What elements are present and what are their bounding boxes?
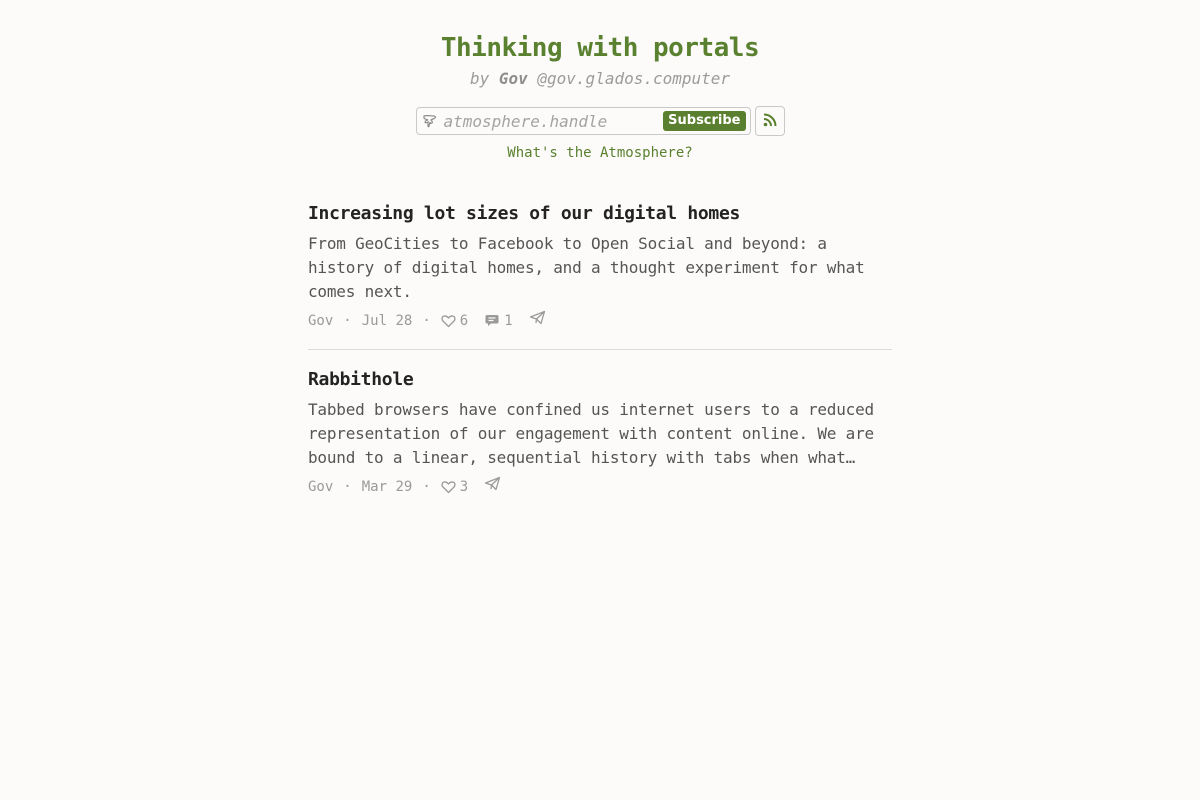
- post-author[interactable]: Gov: [308, 478, 334, 495]
- post-author[interactable]: Gov: [308, 312, 334, 329]
- post-date: Jul 28: [361, 312, 413, 329]
- publication-header: [308, 30, 892, 162]
- publication-title[interactable]: Thinking with portals: [440, 33, 760, 63]
- post-description: Tabbed browsers have confined us internet users to a reduced representation of our engagement with content online. We are bound to a linear, sequential history with tabs when what: [308, 400, 874, 467]
- byline-author-handle[interactable]: @gov.glados.computer: [537, 69, 731, 88]
- byline: [308, 68, 892, 90]
- like-count: 6: [459, 312, 469, 329]
- send-icon: [529, 310, 546, 331]
- send-icon: [484, 476, 501, 497]
- byline-author-name[interactable]: Gov: [498, 69, 528, 88]
- post-meta: [308, 476, 892, 497]
- post-item[interactable]: [308, 366, 892, 515]
- like-count: 3: [459, 478, 469, 495]
- post-meta: [308, 310, 892, 331]
- like-button[interactable]: [441, 477, 468, 497]
- subscribe-form: [416, 107, 751, 135]
- byline-prefix: by: [469, 69, 490, 88]
- post-title[interactable]: Rabbithole: [308, 369, 414, 390]
- meta-separator: ·: [422, 312, 431, 329]
- share-button[interactable]: [484, 476, 501, 497]
- meta-separator: ·: [343, 312, 352, 329]
- post-description: From GeoCities to Facebook to Open Social and beyond: a history of digital homes, and a thought experiment for what comes next.: [308, 234, 865, 301]
- share-button[interactable]: [529, 310, 546, 331]
- heart-icon: [441, 480, 456, 494]
- post-item[interactable]: [308, 200, 892, 350]
- rss-icon: [763, 113, 777, 130]
- like-button[interactable]: [441, 311, 468, 331]
- atmosphere-handle-input[interactable]: [444, 112, 664, 131]
- meta-separator: ·: [343, 478, 352, 495]
- meta-separator: ·: [422, 478, 431, 495]
- post-date: Mar 29: [361, 478, 413, 495]
- subscribe-button[interactable]: Subscribe: [663, 111, 745, 131]
- publication-page: [308, 0, 892, 515]
- comment-button[interactable]: [484, 311, 512, 331]
- heart-icon: [441, 314, 456, 328]
- post-list: [308, 200, 892, 515]
- butterfly-icon: [422, 113, 438, 129]
- rss-feed-button[interactable]: [755, 106, 785, 136]
- comment-count: 1: [504, 312, 513, 329]
- subscribe-row: [308, 106, 892, 136]
- post-title[interactable]: Increasing lot sizes of our digital homes: [308, 203, 741, 224]
- comment-icon: [484, 313, 500, 328]
- whats-the-atmosphere-link[interactable]: What's the Atmosphere?: [507, 145, 693, 161]
